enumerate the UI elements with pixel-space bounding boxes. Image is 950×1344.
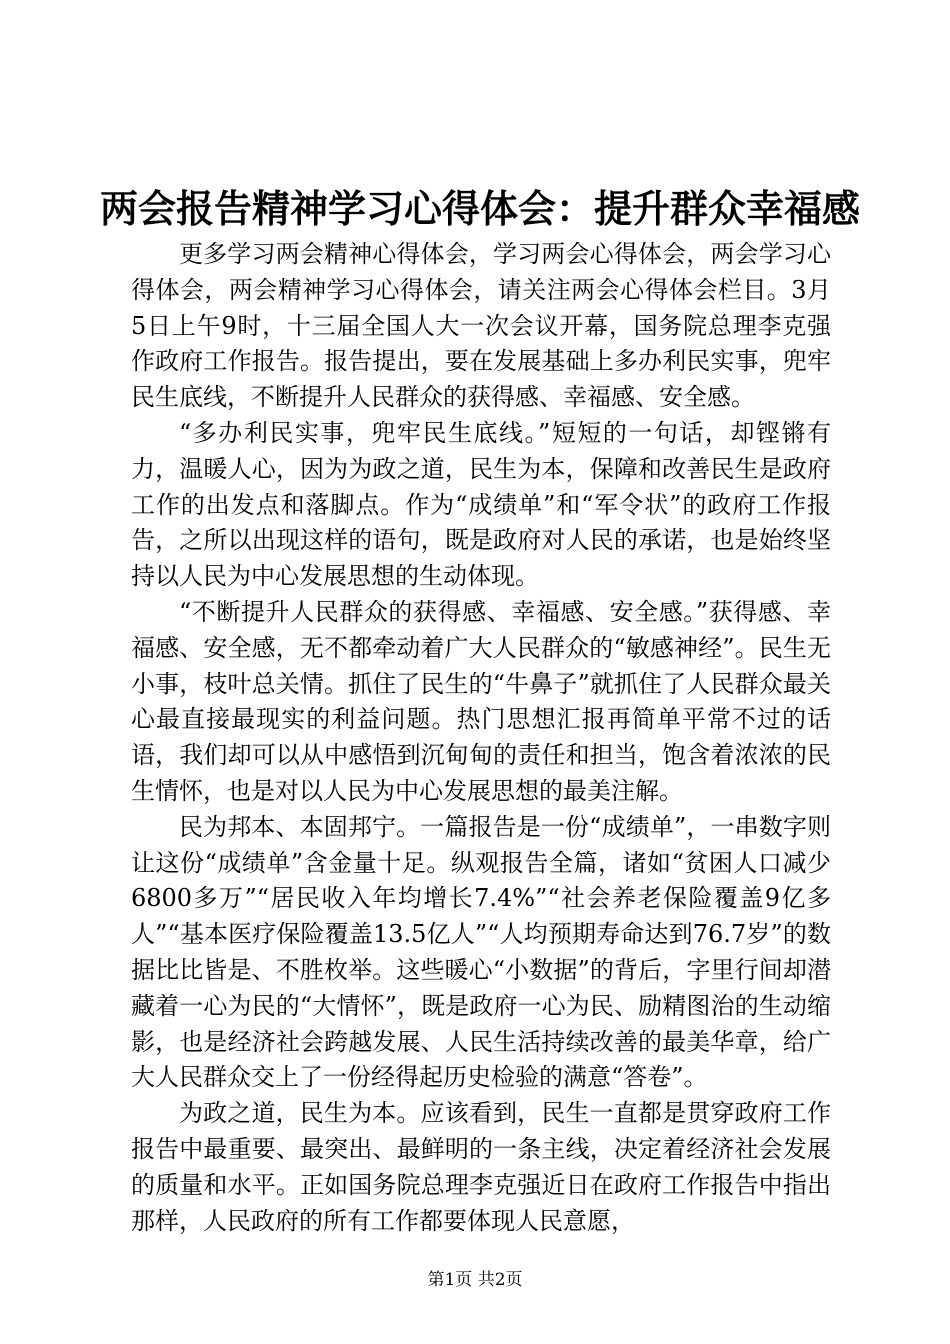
paragraph-4: 民为邦本、本固邦宁。一篇报告是一份“成绩单”，一串数字则让这份“成绩单”含金量十足。纵观报告全篇，诸如“贫困人口减少6800多万”“居民收入年均增长7.4%”“社会养老保险覆盖9亿多人”“基本医疗保险覆盖13.5亿人”“人均预期寿命达到76.7岁”的数据比比皆是、不胜枚举。这些暖心“小数据”的背后，字里行间却潜藏着一心为民的“大情怀”，既是政府一心为民、励精图治的生动缩影，也是经济社会跨越发展、人民生活持续改善的最美华章，给广大人民群众交上了一份经得起历史检验的满意“答卷”。 (131, 812, 831, 1092)
page-number-footer: 第1页 共2页 (427, 1270, 523, 1290)
paragraph-5: 为政之道，民生为本。应该看到，民生一直都是贯穿政府工作报告中最重要、最突出、最鲜明的一条主线，决定着经济社会发展的质量和水平。正如国务院总理李克强近日在政府工作报告中指出那样，人民政府的所有工作都要体现人民意愿， (131, 1099, 831, 1235)
paragraph-2: “多办利民实事，兜牢民生底线。”短短的一句话，却铿锵有力，温暖人心，因为为政之道，民生为本，保障和改善民生是政府工作的出发点和落脚点。作为“成绩单”和“军令状”的政府工作报告，之所以出现这样的语句，既是政府对人民的承诺，也是始终坚持以人民为中心发展思想的生动体现。 (131, 418, 831, 591)
document-body (131, 237, 831, 1239)
paragraph-1: 更多学习两会精神心得体会，学习两会心得体会，两会学习心得体会，两会精神学习心得体会，请关注两会心得体会栏目。3月5日上午9时，十三届全国人大一次会议开幕，国务院总理李克强作政府工作报告。报告提出，要在发展基础上多办利民实事，兜牢民生底线，不断提升人民群众的获得感、幸福感、安全感。 (131, 240, 831, 412)
paragraph-3: “不断提升人民群众的获得感、幸福感、安全感。”获得感、幸福感、安全感，无不都牵动着广大人民群众的“敏感神经”。民生无小事，枝叶总关情。抓住了民生的“牛鼻子”就抓住了人民群众最关心最直接最现实的利益问题。热门思想汇报再简单平常不过的话语，我们却可以从中感悟到沉甸甸的责任和担当，饱含着浓浓的民生情怀，也是对以人民为中心发展思想的最美注解。 (131, 597, 831, 805)
document-title: 两会报告精神学习心得体会：提升群众幸福感 (100, 186, 861, 231)
